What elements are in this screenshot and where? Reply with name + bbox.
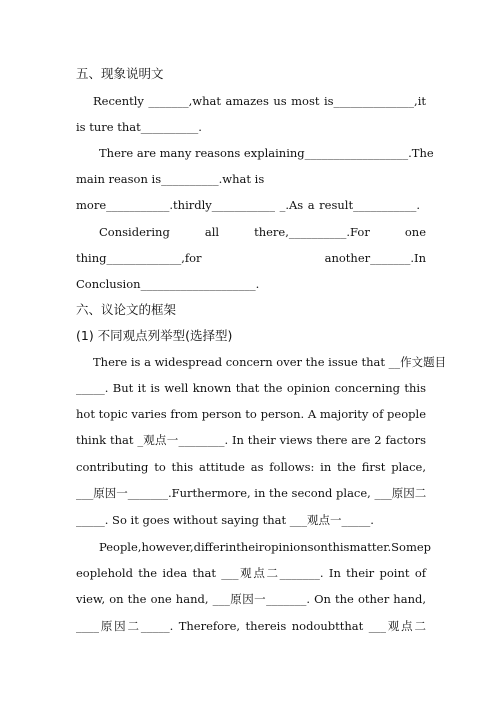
section-6-subheading: (1) 不同观点列举型(选择型) bbox=[76, 328, 233, 343]
text-line: Conclusion____________________. bbox=[76, 277, 260, 291]
section-5-heading: 五、现象说明文 bbox=[76, 66, 164, 81]
text-line: There are many reasons explaining__________________.The bbox=[99, 146, 434, 160]
section-6-heading: 六、议论文的框架 bbox=[76, 302, 177, 317]
text-line: _____. So it goes without saying that ___观点一_____. bbox=[76, 513, 374, 527]
text-line: ___原因一_______.Furthermore, in the second place, ___原因二 bbox=[76, 486, 427, 500]
text-line: ____原因二_____. Therefore, thereis nodoubtthat ___观点二 bbox=[76, 619, 426, 633]
text-line: _____. But it is well known that the opinion concerning this bbox=[76, 381, 426, 395]
text-line: main reason is__________.what is bbox=[76, 172, 265, 186]
text-line: hot topic varies from person to person. A majority of people bbox=[76, 407, 426, 421]
text-line: Considering all there,__________.For one bbox=[99, 225, 426, 239]
text-line: contributing to this attitude as follows: in the first place, bbox=[76, 460, 426, 474]
text-line: eoplehold the idea that ___观点二_______. In their point of bbox=[76, 566, 426, 580]
text-line: more___________.thirdly___________ _.As a result___________. bbox=[76, 198, 420, 212]
text-line: There is a widespread concern over the issue that __作文题目 bbox=[93, 355, 447, 369]
text-line: is ture that__________. bbox=[76, 120, 202, 134]
text-line: think that _观点一________. In their views there are 2 factors bbox=[76, 433, 426, 447]
text-line: People,however,differintheiropinionsonthismatter.Somep bbox=[99, 540, 432, 554]
text-line: Recently _______,what amazes us most is______________,it bbox=[93, 94, 426, 108]
text-line: thing_____________,for another_______.In bbox=[76, 251, 426, 265]
text-line: view, on the one hand, ___原因一_______. On the other hand, bbox=[76, 592, 426, 606]
